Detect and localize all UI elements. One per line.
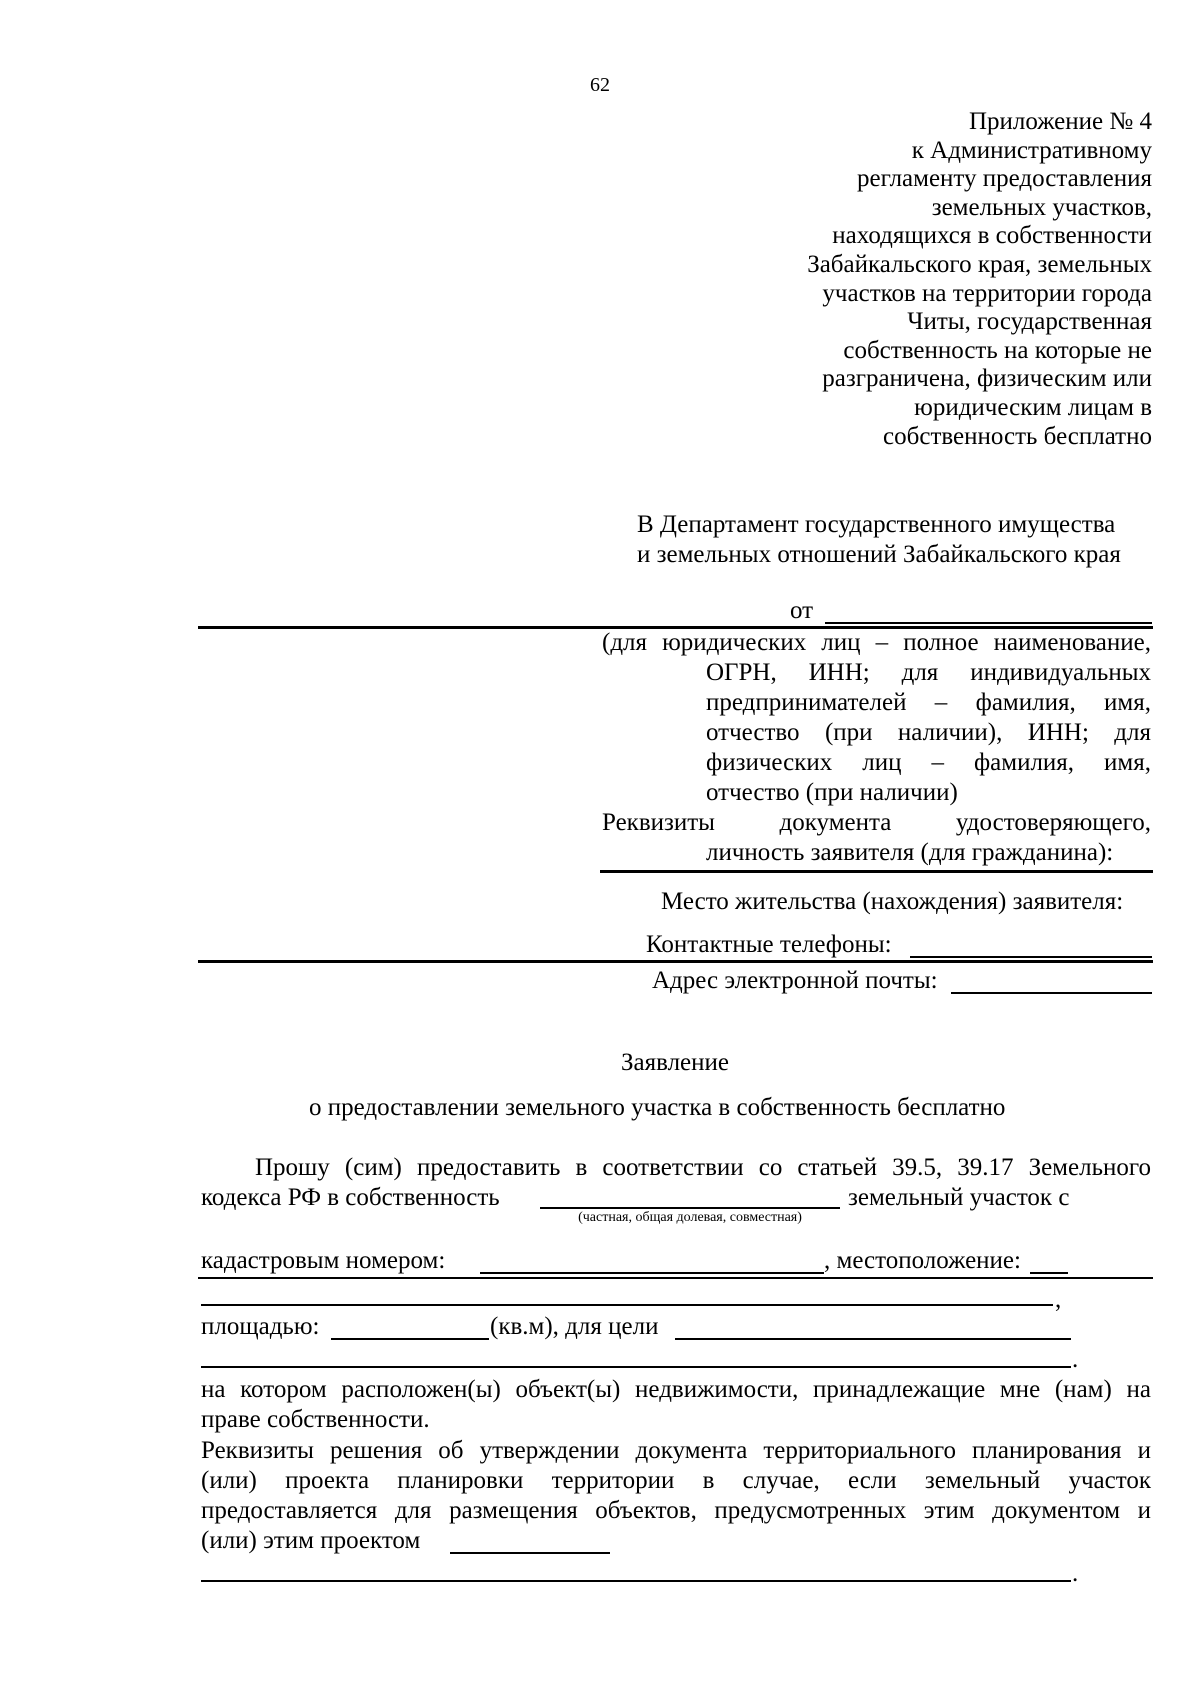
area-field[interactable] (331, 1338, 489, 1340)
applicant-hint-line-1: (для юридических лиц – полное наименование, (602, 629, 1151, 656)
appendix-line: регламенту предоставления (856, 165, 1152, 193)
appendix-line: участков на территории города (822, 279, 1152, 307)
objects-line-2: праве собственности. (201, 1406, 430, 1433)
id-doc-field[interactable] (600, 870, 1153, 873)
appendix-line: собственность на которые не (843, 336, 1152, 364)
from-label: от (790, 597, 814, 624)
purpose-field-2[interactable] (201, 1366, 1071, 1368)
applicant-hint-line-3: предпринимателей – фамилия, имя, (706, 689, 1151, 716)
appendix-heading (807, 108, 1152, 451)
requisites-period: . (1072, 1560, 1079, 1587)
appendix-line: Приложение № 4 (968, 108, 1152, 135)
appendix-line: юридическим лицам в (914, 393, 1152, 421)
appendix-line: собственность бесплатно (883, 422, 1152, 450)
location-field[interactable] (201, 1304, 1053, 1306)
purpose-period: . (1072, 1346, 1079, 1373)
addressee-line-1: В Департамент государственного имущества (637, 511, 1116, 538)
request-line-2a: кодекса РФ в собственность (201, 1184, 500, 1211)
email-field[interactable] (951, 992, 1152, 994)
appendix-line: земельных участков, (931, 193, 1152, 221)
applicant-hint-line-5: физических лиц – фамилия, имя, (706, 749, 1151, 776)
request-line-2b: земельный участок с (848, 1184, 1070, 1211)
requisites-field-2[interactable] (201, 1580, 1071, 1582)
objects-line-1: на котором расположен(ы) объект(ы) недвижимости, принадлежащие мне (нам) на (201, 1376, 1151, 1403)
appendix-line: к Административному (911, 136, 1152, 164)
requisites-field[interactable] (450, 1552, 610, 1554)
applicant-hint-line-2: ОГРН, ИНН; для индивидуальных (706, 659, 1151, 686)
phones-label: Контактные телефоны: (646, 931, 892, 958)
residence-label: Место жительства (нахождения) заявителя: (661, 888, 1124, 915)
appendix-line: Читы, государственная (907, 308, 1152, 336)
applicant-hint-line-4: отчество (при наличии), ИНН; для (706, 719, 1151, 746)
requisites-line-3: предоставляется для размещения объектов, предусмотренных этим документом и (201, 1497, 1151, 1524)
from-field[interactable] (825, 622, 1152, 624)
phones-field[interactable] (910, 956, 1152, 958)
addressee-line-2: и земельных отношений Забайкальского края (637, 541, 1121, 568)
appendix-line: находящихся в собственности (832, 222, 1152, 250)
document-title: Заявление (620, 1049, 730, 1076)
purpose-field[interactable] (675, 1338, 1071, 1340)
id-doc-line-1: Реквизиты документа удостоверяющего, (602, 809, 1151, 836)
area-unit-label: (кв.м), для цели (490, 1313, 659, 1340)
id-doc-line-2: личность заявителя (для гражданина): (706, 839, 1114, 866)
area-label: площадью: (201, 1313, 320, 1340)
requisites-line-1: Реквизиты решения об утверждении документа территориального планирования и (201, 1437, 1151, 1464)
requisites-line-4: (или) этим проектом (201, 1527, 421, 1554)
location-comma: , (1055, 1286, 1062, 1313)
appendix-line: разграничена, физическим или (822, 365, 1152, 393)
location-field-end[interactable] (1030, 1272, 1068, 1274)
applicant-hint-line-6: отчество (при наличии) (706, 779, 958, 806)
page-number: 62 (590, 74, 610, 96)
cadastral-label: кадастровым номером: (201, 1247, 446, 1274)
email-label: Адрес электронной почты: (652, 967, 938, 994)
requisites-line-2: (или) проекта планировки территории в случае, если земельный участок (201, 1467, 1151, 1494)
cadastral-line (198, 1277, 1153, 1279)
document-subtitle: о предоставлении земельного участка в собственность бесплатно (309, 1094, 1006, 1121)
appendix-line: Забайкальского края, земельных (807, 250, 1152, 278)
request-line-1: Прошу (сим) предоставить в соответствии со статьей 39.5, 39.17 Земельного (255, 1154, 1151, 1181)
ownership-type-field[interactable] (540, 1207, 840, 1209)
ownership-type-hint: (частная, общая долевая, совместная) (578, 1210, 802, 1225)
location-label: , местоположение: (824, 1247, 1021, 1274)
cadastral-number-field[interactable] (480, 1272, 824, 1274)
residence-field[interactable] (198, 960, 1153, 963)
